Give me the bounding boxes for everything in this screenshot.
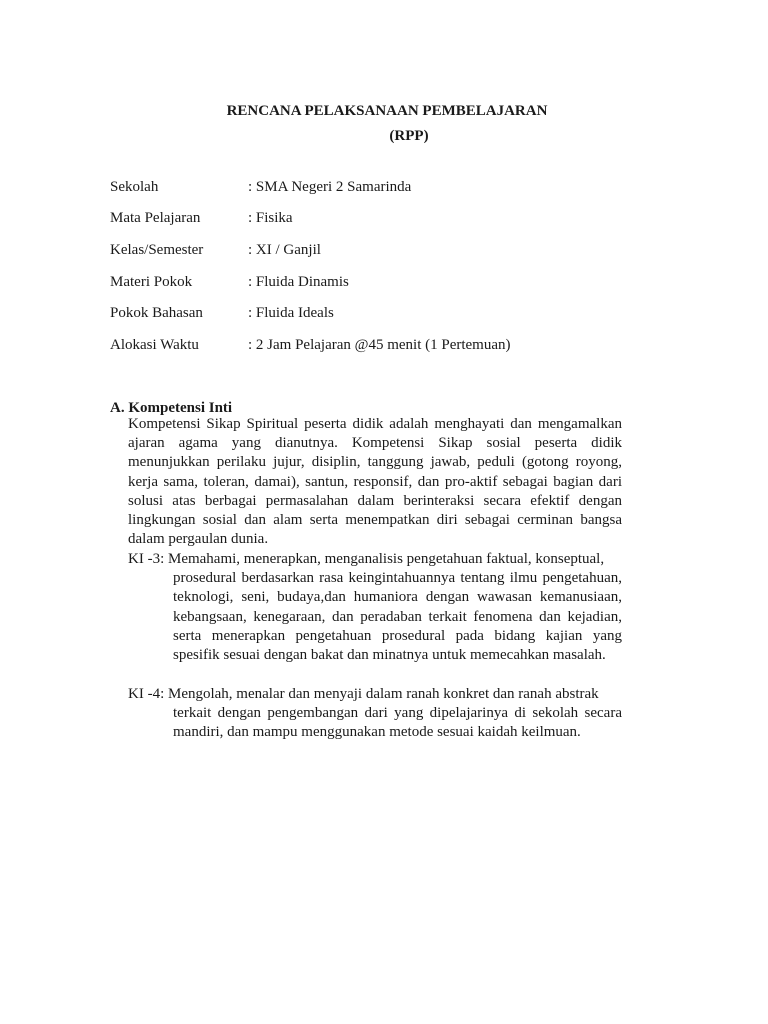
ki3-item (128, 550, 622, 665)
ki3-body: prosedural berdasarkan rasa keingintahuannya tentang ilmu pengetahuan, teknologi, seni, budaya,dan humaniora dengan wawasan kemanusiaan, kebangsaan, kenegaraan, dan peradaban terkait fenomena dan kejadian, serta menerapkan pengetahuan prosedural pada bidang kajian yang spesifik sesuai dengan bakat dan minatnya untuk memecahkan masalah. (173, 570, 622, 664)
info-label: Pokok Bahasan (110, 305, 203, 321)
ki3-first-line: KI -3: Memahami, menerapkan, menganalisis pengetahuan faktual, konseptual, (128, 551, 605, 567)
kompetensi-intro-paragraph: Kompetensi Sikap Spiritual peserta didik adalah menghayati dan mengamalkan ajaran agama yang dianutnya. Kompetensi Sikap sosial peserta didik menunjukkan perilaku jujur, disiplin, tanggung jawab, peduli (gotong royong, kerja sama, toleran, damai), santun, responsif, dan pro-aktif sebagai bagian dari solusi atas berbagai permasalahan dalam berinteraksi secara efektif dengan lingkungan sosial dan alam serta menempatkan diri sebagai cerminan bangsa dalam pergaulan dunia. (128, 416, 622, 548)
ki4-body: terkait dengan pengembangan dari yang dipelajarinya di sekolah secara mandiri, dan mampu menggunakan metode sesuai kaidah keilmuan. (173, 705, 622, 741)
info-row-alokasi-waktu (110, 335, 670, 355)
info-row-pokok-bahasan (110, 303, 670, 323)
ki4-item (128, 685, 622, 743)
info-row-materi-pokok (110, 272, 670, 292)
info-value: : Fluida Dinamis (248, 274, 349, 290)
info-label: Materi Pokok (110, 274, 193, 290)
info-value: : SMA Negeri 2 Samarinda (248, 179, 412, 195)
info-label: Kelas/Semester (110, 242, 204, 258)
info-label: Sekolah (110, 179, 159, 195)
info-label: Mata Pelajaran (110, 210, 201, 226)
info-value: : Fluida Ideals (248, 305, 334, 321)
section-heading-kompetensi-inti: A. Kompetensi Inti (110, 400, 233, 416)
info-value: : Fisika (248, 210, 293, 226)
info-value: : 2 Jam Pelajaran @45 menit (1 Pertemuan) (248, 337, 511, 353)
info-row-mata-pelajaran (110, 208, 670, 228)
info-value: : XI / Ganjil (248, 242, 321, 258)
ki4-first-line: KI -4: Mengolah, menalar dan menyaji dalam ranah konkret dan ranah abstrak (128, 686, 599, 702)
info-row-kelas-semester (110, 240, 670, 260)
info-label: Alokasi Waktu (110, 337, 199, 353)
document-subtitle: (RPP) (389, 128, 429, 144)
document-title: RENCANA PELAKSANAAN PEMBELAJARAN (226, 103, 548, 119)
info-row-sekolah (110, 177, 670, 197)
